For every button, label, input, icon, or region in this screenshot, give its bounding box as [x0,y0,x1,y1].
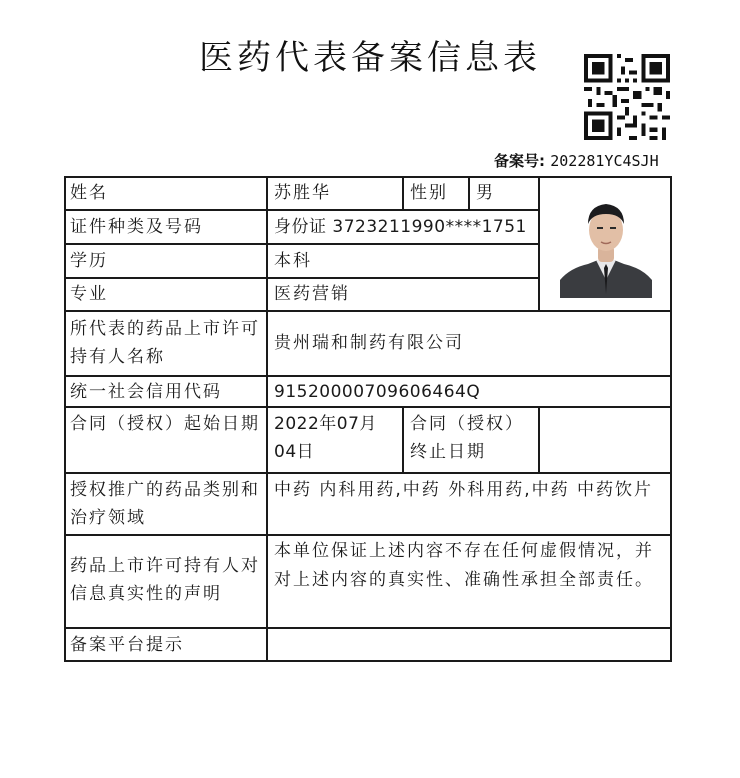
category-label: 授权推广的药品类别和治疗领域 [70,480,260,528]
education-label: 学历 [70,251,108,271]
record-form-table [64,176,672,662]
name-value: 苏胜华 [274,183,331,203]
category-value: 中药 内科用药,中药 外科用药,中药 中药饮片 [274,480,654,500]
statement-label: 药品上市许可持有人对信息真实性的声明 [70,556,260,604]
platform-hint-label: 备案平台提示 [70,635,184,655]
holder-label: 所代表的药品上市许可持有人名称 [70,319,260,367]
credit-code-value: 91520000709606464Q [274,382,481,402]
qr-code-icon [584,54,670,140]
start-date-value: 2022年07月04日 [274,414,377,462]
name-label: 姓名 [70,183,108,203]
record-number-value: 202281YC4SJH [550,152,659,170]
holder-value: 贵州瑞和制药有限公司 [274,333,464,353]
statement-value: 本单位保证上述内容不存在任何虚假情况，并对上述内容的真实性、准确性承担全部责任。 [274,541,654,590]
id-photo [560,184,652,298]
credit-code-label: 统一社会信用代码 [70,382,222,402]
id-value: 身份证 3723211990****1751 [274,217,527,237]
id-label: 证件种类及号码 [70,217,203,237]
major-label: 专业 [70,284,108,304]
record-number [494,150,659,171]
page-title: 医药代表备案信息表 [199,38,541,78]
gender-label: 性别 [410,183,448,203]
start-date-label: 合同（授权）起始日期 [70,414,260,434]
major-value: 医药营销 [274,284,350,304]
gender-value: 男 [476,183,495,203]
end-date-label: 合同（授权）终止日期 [410,414,524,462]
education-value: 本科 [274,251,312,271]
record-number-label: 备案号: [494,152,545,170]
